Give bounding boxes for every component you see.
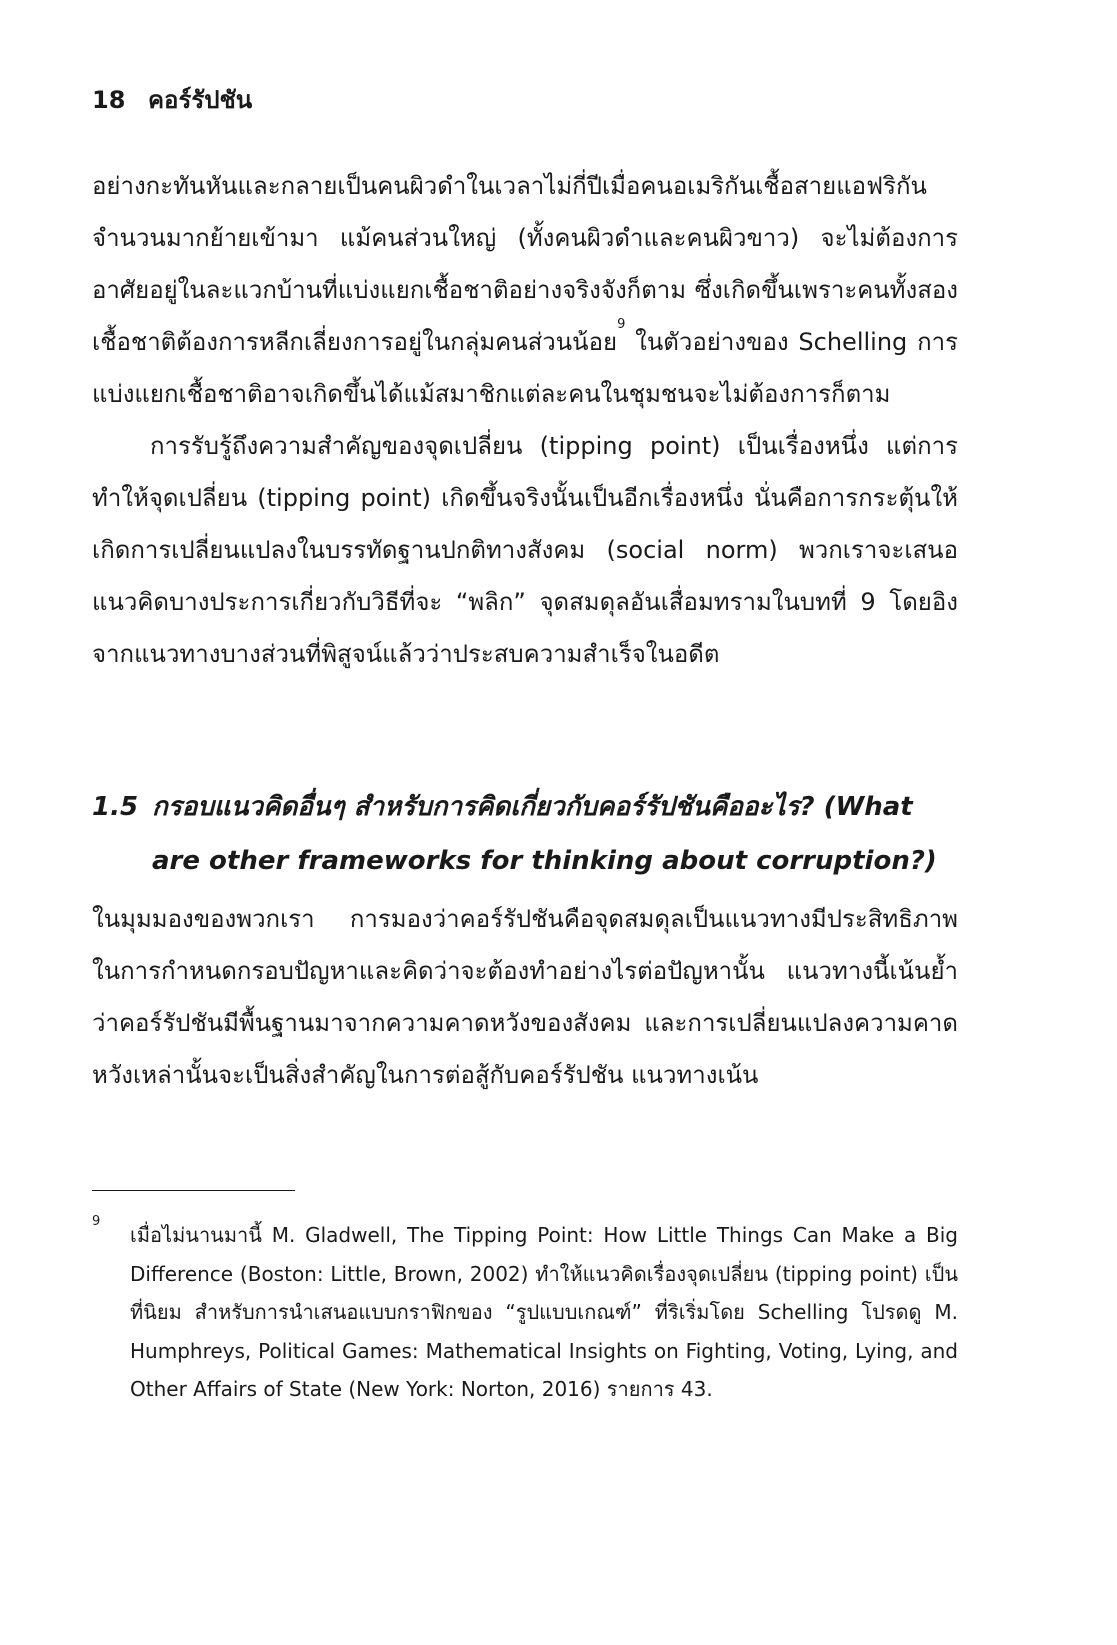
body-text-top [92, 160, 958, 680]
running-head [92, 80, 252, 119]
page-number: 18 [92, 86, 126, 114]
body-text-bottom [92, 893, 958, 1101]
footnote-text: เมื่อไม่นานมานี้ M. Gladwell, The Tipping Point: How Little Things Can Make a Big Difference (Boston: Little, Brown, 2002) ทำให้แนวคิดเรื่องจุดเปลี่ยน (tipping point) เป็นที่นิยม สำหรับการนำเสนอแบบกราฟิกของ “รูปแบบเกณฑ์” ที่ริเริ่มโดย Schelling โปรดดู M. Humphreys, Political Games: Mathematical Insights on Fighting, Voting, Lying, and Other Affairs of State (New York: Norton, 2016) รายการ 43. [130, 1223, 958, 1401]
footnote-divider [92, 1190, 295, 1191]
paragraph-1-text-a: อย่างกะทันหันและกลายเป็นคนผิวดำในเวลาไม่กี่ปีเมื่อคนอเมริกันเชื้อสายแอฟริกันจำนวนมากย้ายเข้ามา แม้คนส่วนใหญ่ (ทั้งคนผิวดำและคนผิวขาว) จะไม่ต้องการอาศัยอยู่ในละแวกบ้านที่แบ่งแยกเชื้อชาติอย่างจริงจังก็ตาม ซึ่งเกิดขึ้นเพราะคนทั้งสองเชื้อชาติต้องการหลีกเลี่ยงการอยู่ในกลุ่มคนส่วนน้อย [92, 172, 958, 356]
paragraph-continuation [92, 160, 958, 420]
section-heading [92, 780, 958, 888]
section-number: 1.5 [92, 792, 139, 822]
paragraph-2: การรับรู้ถึงความสำคัญของจุดเปลี่ยน (tipping point) เป็นเรื่องหนึ่ง แต่การทำให้จุดเปลี่ยน (tipping point) เกิดขึ้นจริงนั้นเป็นอีกเรื่องหนึ่ง นั่นคือการกระตุ้นให้เกิดการเปลี่ยนแปลงในบรรทัดฐานปกติทางสังคม (social norm) พวกเราจะเสนอแนวคิดบางประการเกี่ยวกับวิธีที่จะ “พลิก” จุดสมดุลอันเสื่อมทรามในบทที่ 9 โดยอิงจากแนวทางบางส่วนที่พิสูจน์แล้วว่าประสบความสำเร็จในอดีต [92, 432, 958, 668]
section-title: กรอบแนวคิดอื่นๆ สำหรับการคิดเกี่ยวกับคอร์รัปชันคืออะไร? (What are other frameworks for thinking about corruption?) [152, 792, 937, 876]
book-title: คอร์รัปชัน [148, 86, 253, 114]
footnote-reference: 9 [617, 317, 626, 332]
footnote-mark: 9 [92, 1214, 101, 1229]
paragraph-3: ในมุมมองของพวกเรา การมองว่าคอร์รัปชันคือจุดสมดุลเป็นแนวทางมีประสิทธิภาพในการกำหนดกรอบปัญหาและคิดว่าจะต้องทำอย่างไรต่อปัญหานั้น แนวทางนี้เน้นย้ำว่าคอร์รัปชันมีพื้นฐานมาจากความคาดหวังของสังคม และการเปลี่ยนแปลงความคาดหวังเหล่านั้นจะเป็นสิ่งสำคัญในการต่อสู้กับคอร์รัปชัน แนวทางเน้น [92, 905, 958, 1089]
footnote [92, 1216, 958, 1409]
paragraph-1-text-b: ในตัวอย่างของ Schelling การแบ่งแยกเชื้อชาติอาจเกิดขึ้นได้แม้สมาชิกแต่ละคนในชุมชนจะไม่ต้องการก็ตาม [92, 328, 958, 408]
